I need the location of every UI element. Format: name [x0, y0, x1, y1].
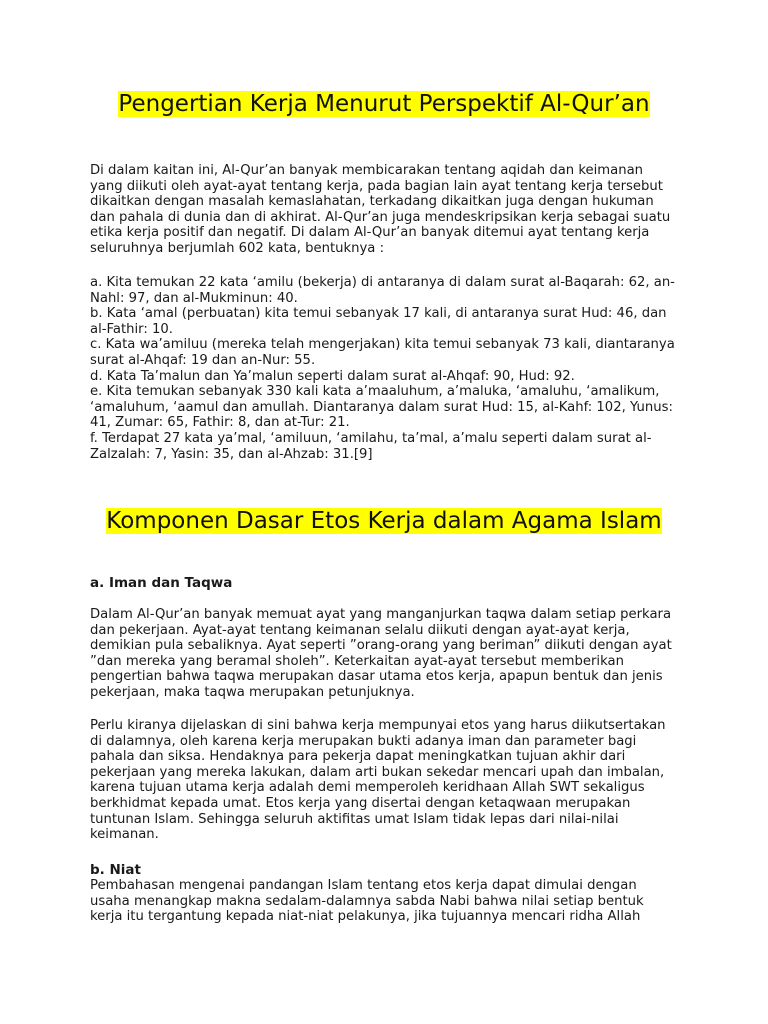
paragraph-iman-taqwa-2 — [90, 718, 680, 843]
list-line: b. Kata ‘amal (perbuatan) kita temui sebanyak 17 kali, di antaranya surat Hud: 46, dan — [90, 306, 667, 322]
text-line: usaha menangkap makna sedalam-dalamnya sabda Nabi bahwa nilai setiap bentuk — [90, 893, 644, 909]
text-line: Di dalam kaitan ini, Al-Qur’an banyak membicarakan tentang aqidah dan keimanan — [90, 163, 644, 178]
subheading-niat: b. Niat — [90, 862, 141, 878]
text-line: karena tujuan utama kerja adalah demi memperoleh keridhaan Allah SWT sekaligus — [90, 780, 645, 796]
text-line: seluruhnya berjumlah 602 kata, bentuknya : — [90, 240, 385, 256]
text-line: Dalam Al-Qur’an banyak memuat ayat yang manganjurkan taqwa dalam setiap perkara — [90, 607, 672, 622]
paragraph-niat — [90, 878, 680, 925]
text-line: keimanan. — [90, 827, 159, 843]
subheading-iman-dan-taqwa: a. Iman dan Taqwa — [90, 575, 233, 591]
text-line: etika kerja positif dan negatif. Di dalam Al-Qur’an banyak ditemui ayat tentang kerja — [90, 225, 650, 241]
text-line: Pembahasan mengenai pandangan Islam tentang etos kerja dapat dimulai dengan — [90, 878, 637, 893]
text-line: dan pahala di dunia dan di akhirat. Al-Qur’an juga mendeskripsikan kerja sebagai suatu — [90, 209, 671, 225]
text-line: pekerjaan yang mereka lakukan, dalam arti bukan sekedar mencari upah dan imbalan, — [90, 764, 665, 780]
text-line: dan pekerjaan. Ayat-ayat tentang keimanan selalu diikuti dengan ayat-ayat kerja, — [90, 622, 630, 638]
text-line: Perlu kiranya dijelaskan di sini bahwa kerja mempunyai etos yang harus diikutsertakan — [90, 718, 666, 733]
text-line: pahala dan siksa. Hendaknya para pekerja dapat meningkatkan tujuan akhir dari — [90, 749, 626, 765]
section2-title-text: Komponen Dasar Etos Kerja dalam Agama Islam — [106, 508, 662, 534]
list-line: e. Kita temukan sebanyak 330 kali kata a’maaluhum, a’maluka, ‘amaluhu, ‘amalikum, — [90, 384, 660, 400]
list-line: al-Fathir: 10. — [90, 321, 173, 337]
text-line: pekerjaan, maka taqwa merupakan petunjuknya. — [90, 684, 415, 700]
list-line: Nahl: 97, dan al-Mukminun: 40. — [90, 290, 298, 306]
list-line: ‘amaluhum, ‘aamul dan amullah. Diantaranya dalam surat Hud: 15, al-Kahf: 102, Yunus: — [90, 399, 673, 415]
list-line: 41, Zumar: 65, Fathir: 8, dan at-Tur: 21. — [90, 415, 350, 431]
list-line: d. Kata Ta’malun dan Ya’malun seperti dalam surat al-Ahqaf: 90, Hud: 92. — [90, 368, 575, 384]
list-line: c. Kata wa’amiluu (mereka telah mengerjakan) kita temui sebanyak 73 kali, diantaranya — [90, 337, 675, 353]
section2-title — [90, 505, 678, 537]
paragraph-iman-taqwa-1 — [90, 607, 680, 701]
text-line: pengertian bahwa taqwa merupakan dasar utama etos kerja, apapun bentuk dan jenis — [90, 669, 663, 685]
text-line: yang diikuti oleh ayat-ayat tentang kerja, pada bagian lain ayat tentang kerja tersebut — [90, 178, 663, 194]
text-line: dikaitkan dengan masalah kemaslahatan, terkadang dikaitkan juga dengan hukuman — [90, 194, 654, 210]
list-line: Zalzalah: 7, Yasin: 35, dan al-Ahzab: 31.[9] — [90, 446, 373, 462]
list-line: f. Terdapat 27 kata ya’mal, ‘amiluun, ‘amilahu, ta’mal, a’malu seperti dalam surat al- — [90, 430, 652, 446]
section1-list — [90, 275, 680, 462]
text-line: demikian pula sebaliknya. Ayat seperti ”orang-orang yang beriman” diikuti dengan ayat — [90, 638, 672, 654]
text-line: berkhidmat kepada umat. Etos kerja yang disertai dengan ketaqwaan merupakan — [90, 795, 631, 811]
section1-title — [90, 88, 678, 120]
text-line: ”dan mereka yang beramal sholeh”. Keterkaitan ayat-ayat tersebut memberikan — [90, 653, 624, 669]
text-line: kerja itu tergantung kepada niat-niat pelakunya, jika tujuannya mencari ridha Allah — [90, 909, 641, 925]
list-line: surat al-Ahqaf: 19 dan an-Nur: 55. — [90, 352, 316, 368]
list-line: a. Kita temukan 22 kata ‘amilu (bekerja) di antaranya di dalam surat al-Baqarah: 62, an- — [90, 275, 675, 290]
text-line: di dalamnya, oleh karena kerja merupakan bukti adanya iman dan parameter bagi — [90, 733, 637, 749]
section1-title-text: Pengertian Kerja Menurut Perspektif Al-Qur’an — [118, 91, 650, 117]
section1-intro — [90, 163, 680, 257]
text-line: tuntunan Islam. Sehingga seluruh aktifitas umat Islam tidak lepas dari nilai-nilai — [90, 811, 619, 827]
